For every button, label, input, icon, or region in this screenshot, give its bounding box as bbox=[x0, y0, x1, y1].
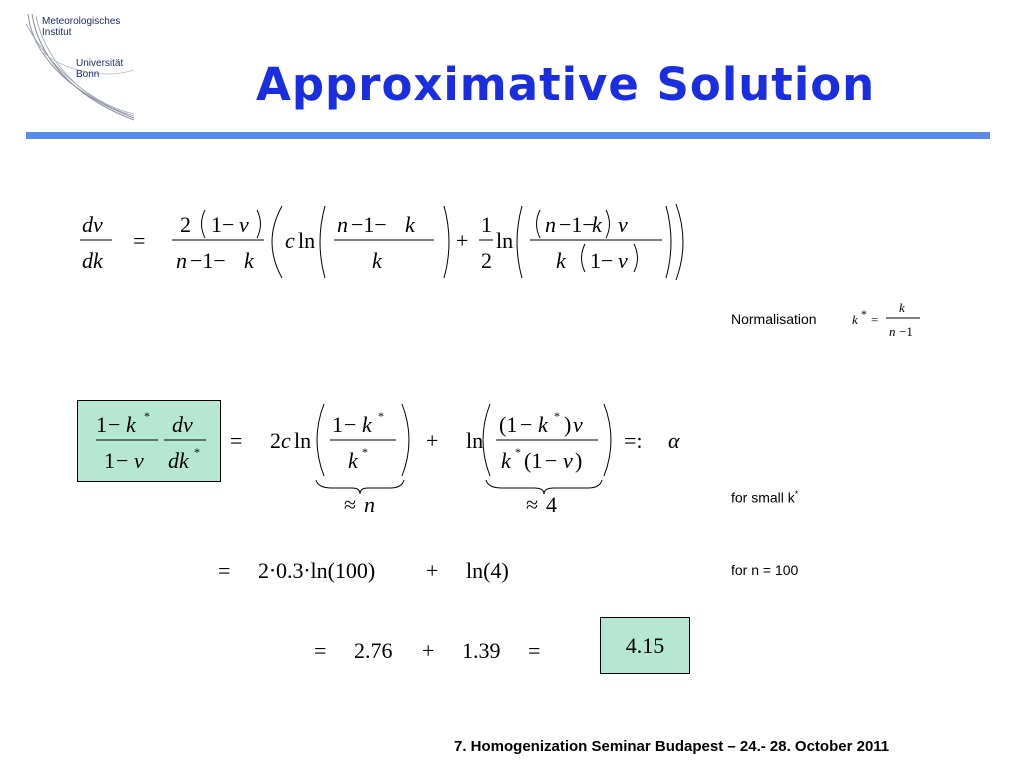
math-symbol: = bbox=[218, 558, 231, 583]
math-symbol: n bbox=[364, 492, 375, 517]
math-symbol: − bbox=[520, 412, 533, 437]
note-n: for n = 100 bbox=[731, 562, 799, 578]
math-symbol: =: bbox=[624, 428, 643, 453]
math-symbol: 2⋅0.3⋅ln(100) bbox=[258, 558, 376, 583]
math-symbol: c bbox=[285, 228, 295, 253]
math-symbol: α bbox=[668, 428, 680, 453]
math-symbol: 2 bbox=[270, 428, 281, 453]
math-symbol: k bbox=[538, 412, 548, 437]
math-symbol: ln bbox=[298, 228, 316, 253]
math-symbol: * bbox=[378, 409, 384, 423]
math-symbol: 1.39 bbox=[462, 638, 501, 663]
math-symbol: 1 bbox=[104, 448, 115, 473]
math-symbol: − bbox=[344, 412, 357, 437]
math-symbol: −1 bbox=[899, 324, 913, 339]
logo-line-1: Meteorologisches bbox=[42, 16, 121, 27]
math-symbol: k bbox=[362, 412, 372, 437]
math-symbol: 4 bbox=[546, 492, 557, 517]
math-symbol: ) bbox=[564, 412, 572, 437]
math-symbol: k bbox=[372, 248, 382, 273]
math-symbol: ln bbox=[466, 428, 484, 453]
math-symbol: −1− bbox=[351, 212, 387, 237]
note-small-k: for small k* bbox=[731, 489, 799, 506]
math-symbol: − bbox=[108, 412, 121, 437]
math-symbol: k bbox=[592, 212, 602, 237]
math-symbol: ≈ bbox=[344, 492, 357, 517]
math-symbol: n bbox=[337, 212, 348, 237]
math-symbol: = bbox=[314, 638, 327, 663]
math-symbol: v bbox=[618, 248, 628, 273]
math-symbol: ln bbox=[294, 428, 312, 453]
math-symbol: 2.76 bbox=[354, 638, 393, 663]
math-symbol: k bbox=[852, 312, 858, 327]
math-symbol: * bbox=[554, 409, 560, 423]
math-symbol: k bbox=[348, 448, 358, 473]
math-symbol: 1 bbox=[481, 212, 492, 237]
math-symbol: * bbox=[515, 445, 521, 459]
math-symbol: −1− bbox=[559, 212, 595, 237]
math-symbol: ln(4) bbox=[466, 558, 509, 583]
math-symbol: + bbox=[426, 428, 439, 453]
math-symbol: v bbox=[563, 448, 573, 473]
math-symbol: (1 bbox=[499, 412, 518, 437]
math-symbol: = bbox=[528, 638, 541, 663]
logo-line-2: Institut bbox=[42, 27, 72, 38]
math-symbol: = bbox=[230, 428, 243, 453]
math-symbol: c bbox=[281, 428, 291, 453]
logo-line-4: Bonn bbox=[76, 69, 100, 80]
math-symbol: (1 bbox=[524, 448, 543, 473]
math-symbol: dk bbox=[168, 448, 189, 473]
math-symbol: 1 bbox=[332, 412, 343, 437]
logo-line-3: Universität bbox=[76, 58, 124, 69]
slide-title: Approximative Solution bbox=[256, 58, 876, 111]
math-symbol: k bbox=[405, 212, 415, 237]
math-symbol: 1 bbox=[590, 248, 601, 273]
math-symbol: n bbox=[545, 212, 556, 237]
eq1-lhs-num: dv bbox=[82, 212, 103, 237]
math-symbol: v bbox=[573, 412, 583, 437]
math-symbol: + bbox=[456, 228, 469, 253]
math-symbol: 1 bbox=[96, 412, 107, 437]
result-value: 4.15 bbox=[625, 633, 665, 658]
math-symbol: n bbox=[176, 248, 187, 273]
math-symbol: n bbox=[889, 324, 896, 339]
footer: 7. Homogenization Seminar Budapest – 24.- 28. October 2011 bbox=[454, 738, 890, 755]
math-symbol: = bbox=[871, 312, 879, 327]
math-symbol: − bbox=[545, 448, 558, 473]
math-symbol: ≈ bbox=[526, 492, 539, 517]
math-symbol: k bbox=[126, 412, 136, 437]
math-symbol: − bbox=[601, 248, 614, 273]
math-symbol: − bbox=[222, 212, 235, 237]
math-symbol: v bbox=[134, 448, 144, 473]
math-symbol: k bbox=[501, 448, 511, 473]
math-symbol: − bbox=[116, 448, 129, 473]
math-symbol: * bbox=[362, 445, 368, 459]
math-symbol: k bbox=[244, 248, 254, 273]
math-symbol: 2 bbox=[481, 248, 492, 273]
math-symbol: + bbox=[426, 558, 439, 583]
math-symbol: * bbox=[861, 307, 867, 321]
math-symbol: * bbox=[194, 445, 200, 459]
math-symbol: 2 bbox=[180, 212, 191, 237]
math-symbol: * bbox=[144, 409, 150, 423]
math-symbol: 1 bbox=[211, 212, 222, 237]
eq1-eq: = bbox=[133, 228, 146, 253]
math-symbol: k bbox=[899, 300, 905, 315]
math-symbol: ln bbox=[496, 228, 514, 253]
math-symbol: k bbox=[556, 248, 566, 273]
normalisation-label: Normalisation bbox=[731, 311, 817, 327]
eq1-lhs-den: dk bbox=[82, 248, 103, 273]
math-symbol: v bbox=[239, 212, 249, 237]
math-symbol: + bbox=[422, 638, 435, 663]
math-symbol: v bbox=[618, 212, 628, 237]
math-symbol: −1− bbox=[190, 248, 226, 273]
math-symbol: ) bbox=[575, 448, 583, 473]
math-symbol: dv bbox=[172, 412, 193, 437]
